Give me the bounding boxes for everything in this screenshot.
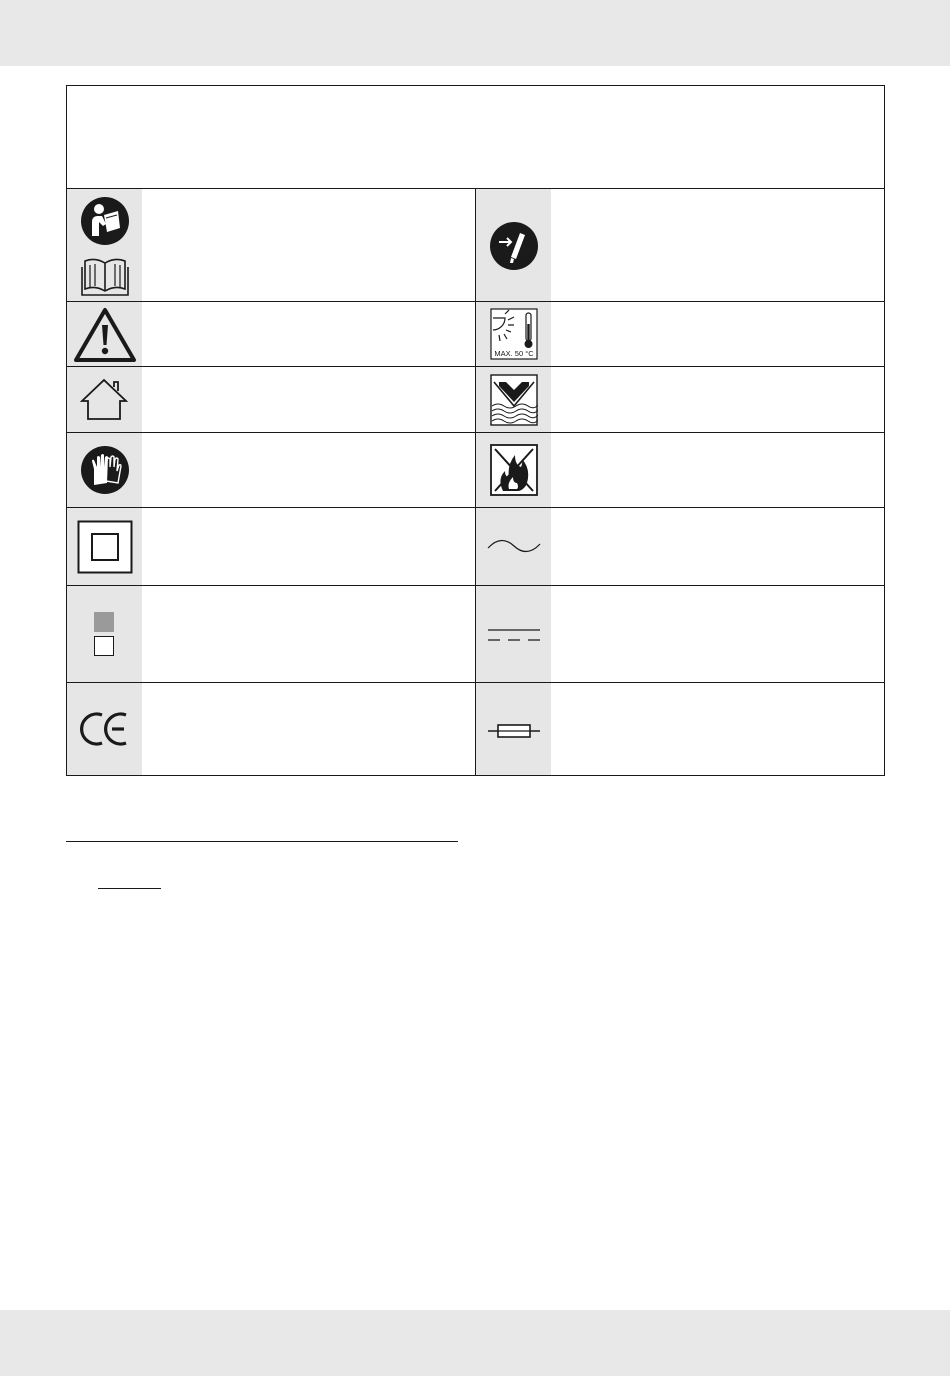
table-cell (476, 508, 884, 585)
icon-column (476, 683, 551, 775)
no-open-flame-icon (489, 443, 539, 497)
bottom-band (0, 1310, 950, 1376)
table-row (67, 508, 884, 586)
table-cell (67, 433, 476, 507)
indoor-use-house-icon (79, 377, 129, 421)
icon-column (67, 433, 142, 507)
table-cell (476, 302, 884, 366)
section-divider (66, 841, 458, 842)
table-row (67, 367, 884, 433)
icon-column (476, 433, 551, 507)
icon-column (67, 586, 142, 682)
max-temperature-label: MAX. 50 °C (494, 349, 534, 358)
white-square-icon (94, 636, 114, 656)
table-cell (67, 367, 476, 432)
alternating-current-icon (486, 536, 542, 556)
direct-current-icon (486, 626, 542, 644)
table-row (67, 586, 884, 683)
icon-column (67, 189, 142, 301)
grey-square-icon (94, 612, 114, 632)
ce-mark-icon (80, 711, 130, 747)
icon-column (67, 683, 142, 775)
table-cell (476, 586, 884, 682)
sun-thermometer-icon (490, 308, 538, 360)
icon-column (476, 302, 551, 366)
short-divider (98, 888, 161, 889)
wear-gloves-icon (80, 445, 130, 495)
no-water-immersion-icon (490, 374, 538, 426)
icon-column (476, 367, 551, 432)
icon-column (67, 302, 142, 366)
table-row (67, 433, 884, 508)
read-manual-icon (80, 196, 130, 246)
table-cell (476, 683, 884, 775)
icon-column (476, 508, 551, 585)
symbol-table (66, 85, 885, 776)
table-cell (67, 586, 476, 682)
table-cell (476, 189, 884, 301)
table-row (67, 302, 884, 367)
top-band (0, 0, 950, 66)
table-header (67, 86, 884, 189)
table-row (67, 683, 884, 775)
protection-class-ii-icon (77, 520, 133, 574)
disconnect-plug-icon (489, 221, 539, 271)
icon-column (476, 586, 551, 682)
table-cell (476, 367, 884, 432)
warning-triangle-icon (73, 307, 137, 363)
table-row (67, 189, 884, 302)
open-book-icon (80, 255, 130, 297)
icon-column (67, 508, 142, 585)
table-cell (67, 508, 476, 585)
table-cell (476, 433, 884, 507)
icon-column (67, 367, 142, 432)
table-cell (67, 302, 476, 366)
table-cell (67, 189, 476, 301)
icon-column (476, 189, 551, 301)
fuse-icon (486, 723, 542, 739)
table-cell (67, 683, 476, 775)
